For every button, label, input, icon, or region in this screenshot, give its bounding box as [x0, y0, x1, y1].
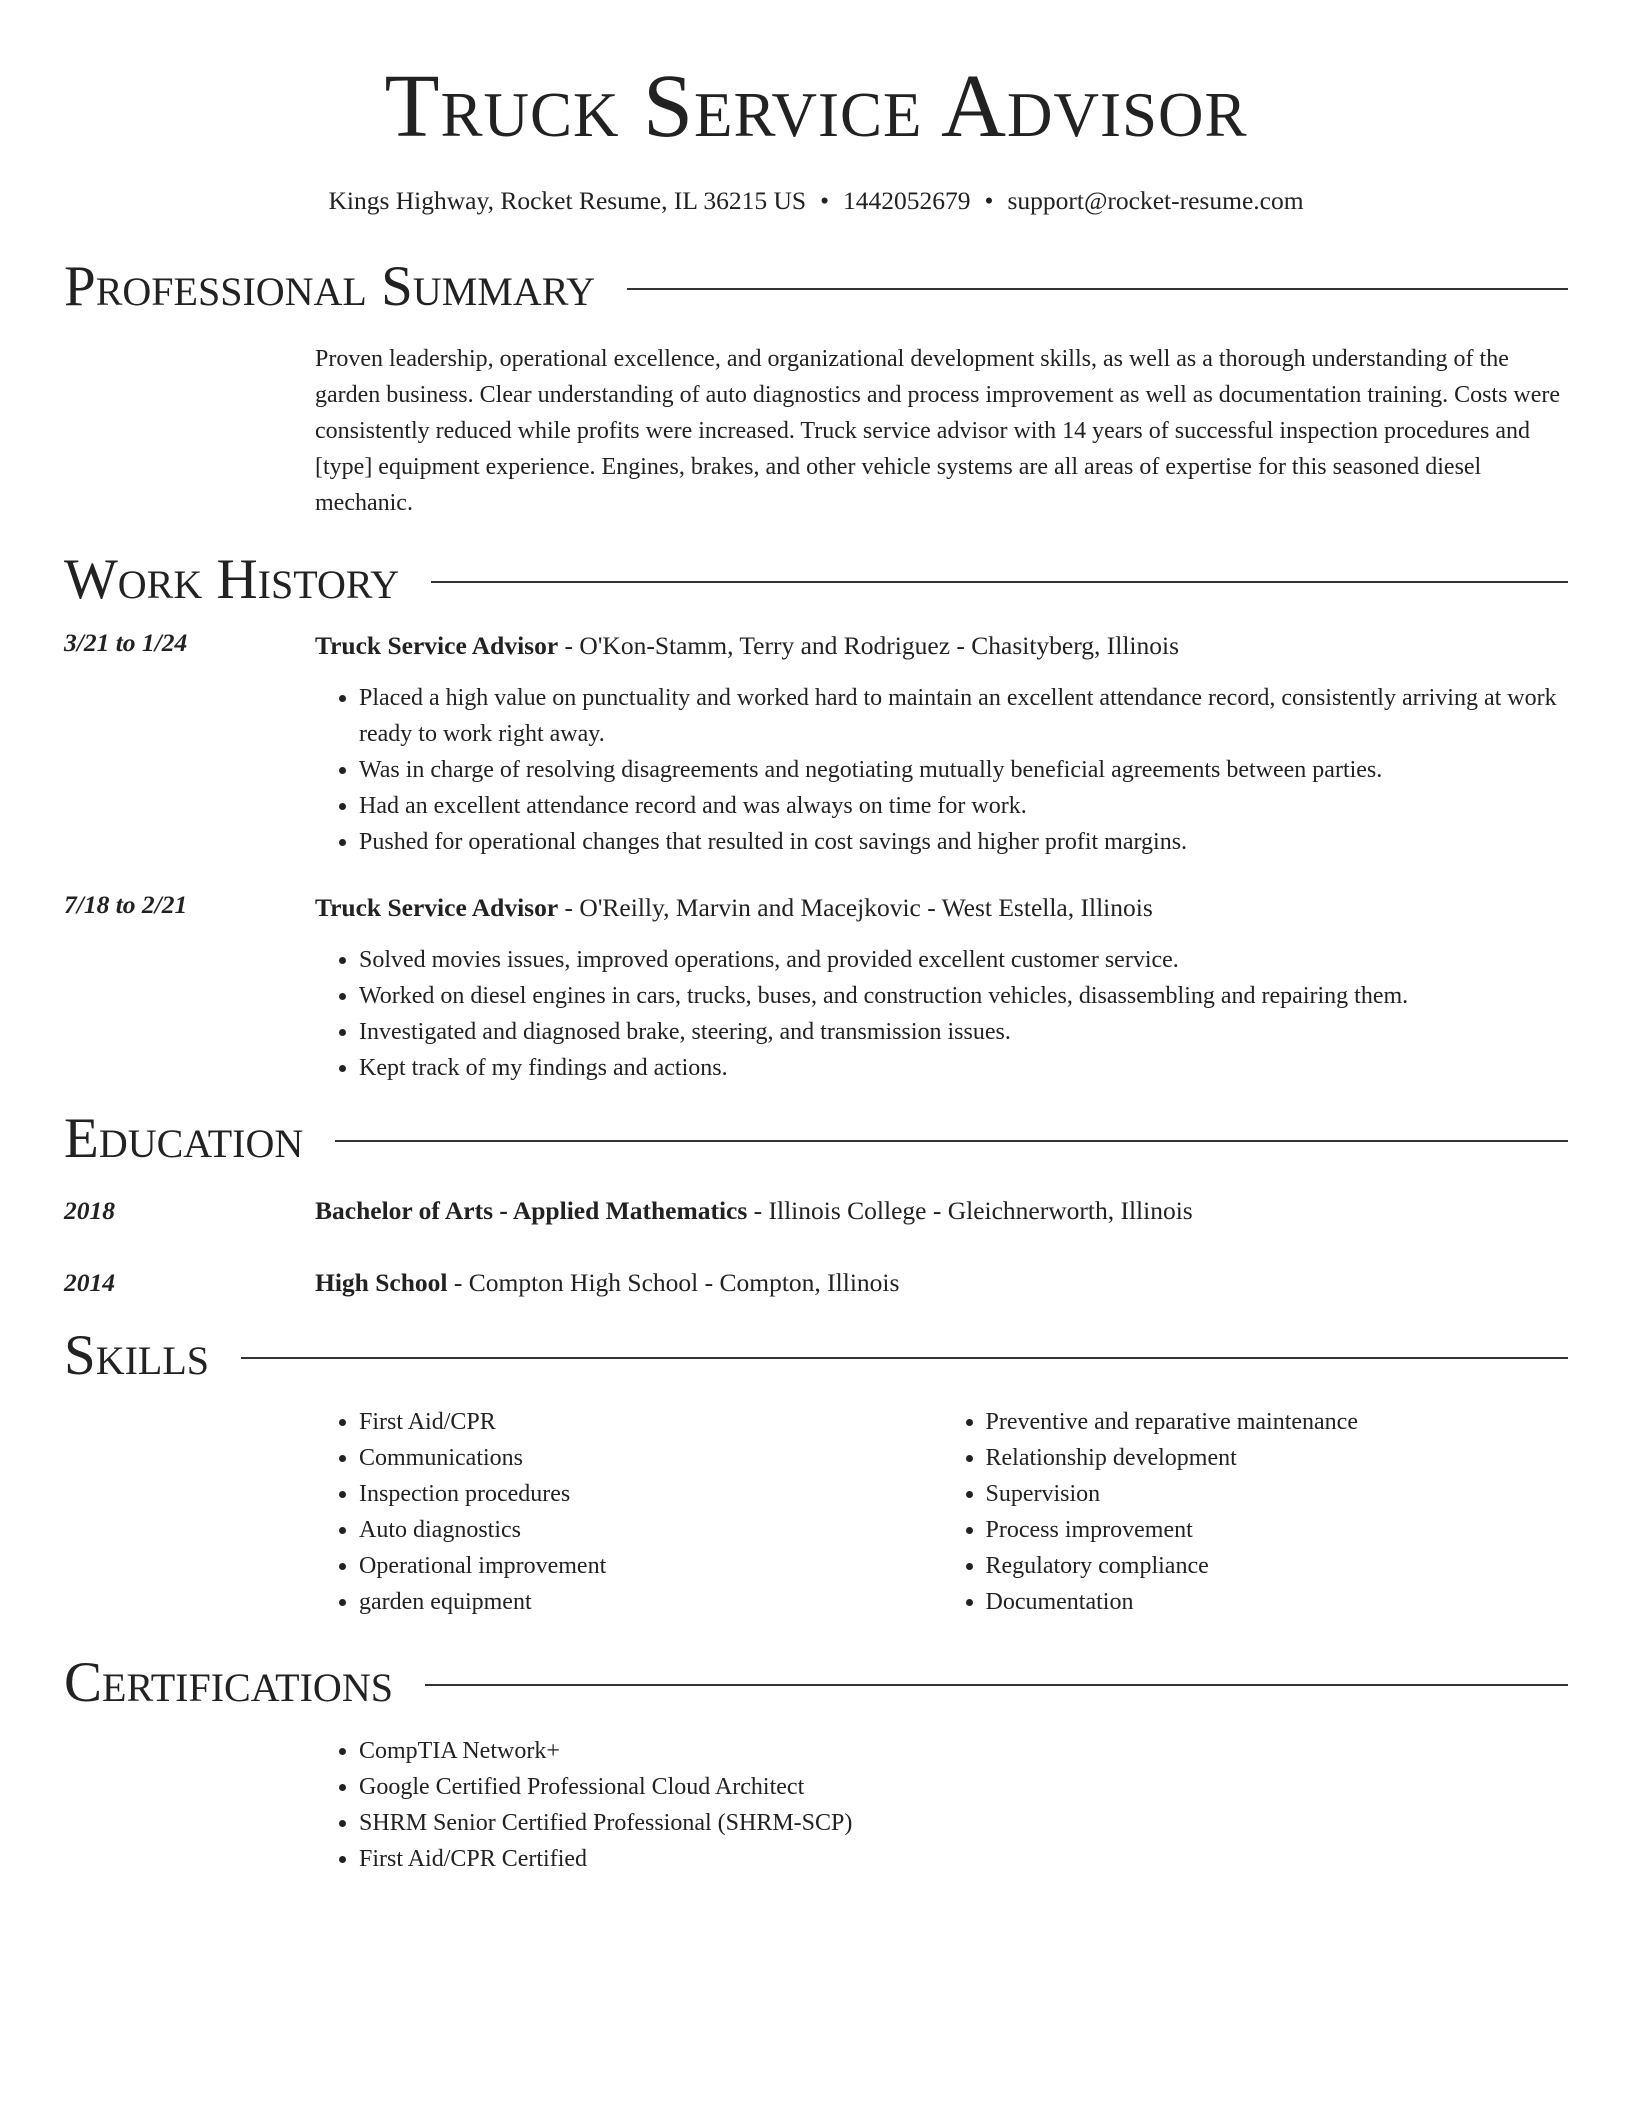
job-heading [315, 628, 1568, 664]
skills-section-header [64, 1324, 1568, 1387]
list-item: • Auto diagnostics [359, 1512, 942, 1548]
job-role: Truck Service Advisor [315, 631, 559, 660]
skills-title: Skills [64, 1324, 210, 1387]
summary-spacer [64, 315, 315, 521]
list-item: • garden equipment [359, 1584, 942, 1620]
certifications-section-header [64, 1651, 1568, 1714]
list-item: • First Aid/CPR Certified [359, 1841, 1568, 1877]
summary-row [64, 315, 1568, 521]
job-heading [315, 890, 1568, 926]
job-dates: 3/21 to 1/24 [64, 628, 188, 657]
certifications-row [64, 1711, 1568, 1877]
skills-row [64, 1384, 1568, 1620]
certifications-spacer [64, 1711, 315, 1877]
list-item: • First Aid/CPR [359, 1404, 942, 1440]
skills-columns [315, 1384, 1568, 1620]
list-item: • Google Certified Professional Cloud Architect [359, 1769, 1568, 1805]
list-item: • Preventive and reparative maintenance [986, 1404, 1569, 1440]
section-divider [335, 1140, 1568, 1142]
education-title: Education [64, 1107, 304, 1170]
list-item: • Documentation [986, 1584, 1569, 1620]
list-item: • Investigated and diagnosed brake, steering, and transmission issues. [359, 1014, 1568, 1050]
education-details: - Compton High School - Compton, Illinois [447, 1268, 900, 1297]
skills-list-left [315, 1404, 942, 1620]
certifications-list [315, 1733, 1568, 1877]
list-item: • Operational improvement [359, 1548, 942, 1584]
job-role: Truck Service Advisor [315, 893, 559, 922]
list-item: • Had an excellent attendance record and was always on time for work. [359, 788, 1568, 824]
list-item: • Pushed for operational changes that resulted in cost savings and higher profit margins. [359, 824, 1568, 860]
job-entry [64, 890, 1568, 1086]
list-item: • CompTIA Network+ [359, 1733, 1568, 1769]
education-entry [64, 1265, 1568, 1301]
education-year: 2018 [64, 1196, 115, 1225]
list-item: • Communications [359, 1440, 942, 1476]
section-divider [431, 581, 1568, 583]
work-section-header [64, 548, 1568, 611]
education-section-header [64, 1107, 1568, 1170]
education-entry [64, 1193, 1568, 1229]
education-details: - Illinois College - Gleichnerworth, Illinois [747, 1196, 1193, 1225]
list-item: • SHRM Senior Certified Professional (SHRM-SCP) [359, 1805, 1568, 1841]
resume-name: Truck Service Advisor [384, 57, 1248, 156]
summary-text: Proven leadership, operational excellence, and organizational development skills, as well as a thorough understanding of the garden business. Clear understanding of auto diagnostics and process improvement as well as documentation training. Costs were consistently reduced while profits were increased. Truck service advisor with 14 years of successful inspection procedures and [type] equipment experience. Engines, brakes, and other vehicle systems are all areas of expertise for this seasoned diesel mechanic. [315, 346, 1561, 516]
job-dates: 7/18 to 2/21 [64, 890, 188, 919]
job-details: - O'Reilly, Marvin and Macejkovic - West Estella, Illinois [558, 893, 1153, 922]
list-item: • Inspection procedures [359, 1476, 942, 1512]
job-details: - O'Kon-Stamm, Terry and Rodriguez - Chasityberg, Illinois [558, 631, 1180, 660]
contact-separator: • [984, 186, 994, 215]
work-title: Work History [64, 548, 400, 611]
contact-line [64, 186, 1568, 216]
education-year: 2014 [64, 1268, 115, 1297]
section-divider [627, 288, 1568, 290]
contact-address: Kings Highway, Rocket Resume, IL 36215 US [328, 186, 807, 215]
list-item: • Relationship development [986, 1440, 1569, 1476]
job-entry [64, 628, 1568, 860]
summary-title: Professional Summary [64, 255, 596, 318]
contact-phone: 1442052679 [843, 186, 971, 215]
job-bullets [315, 680, 1568, 860]
list-item: • Process improvement [986, 1512, 1569, 1548]
contact-separator: • [820, 186, 829, 215]
skills-spacer [64, 1384, 315, 1620]
list-item: • Was in charge of resolving disagreements and negotiating mutually beneficial agreements between parties. [359, 752, 1568, 788]
section-divider [241, 1357, 1568, 1359]
contact-email: support@rocket-resume.com [1007, 186, 1304, 215]
skills-list-right [942, 1404, 1569, 1620]
list-item: • Supervision [986, 1476, 1569, 1512]
section-divider [425, 1684, 1568, 1686]
summary-section-header [64, 255, 1568, 318]
list-item: • Worked on diesel engines in cars, trucks, buses, and construction vehicles, disassembling and repairing them. [359, 978, 1568, 1014]
list-item: • Kept track of my findings and actions. [359, 1050, 1568, 1086]
job-bullets [315, 942, 1568, 1086]
education-degree: High School [315, 1268, 448, 1297]
list-item: • Solved movies issues, improved operations, and provided excellent customer service. [359, 942, 1568, 978]
certifications-title: Certifications [64, 1651, 393, 1714]
list-item: • Placed a high value on punctuality and worked hard to maintain an excellent attendance record, consistently arriving at work ready to work right away. [359, 680, 1568, 752]
list-item: • Regulatory compliance [986, 1548, 1569, 1584]
education-degree: Bachelor of Arts - Applied Mathematics [315, 1196, 748, 1225]
